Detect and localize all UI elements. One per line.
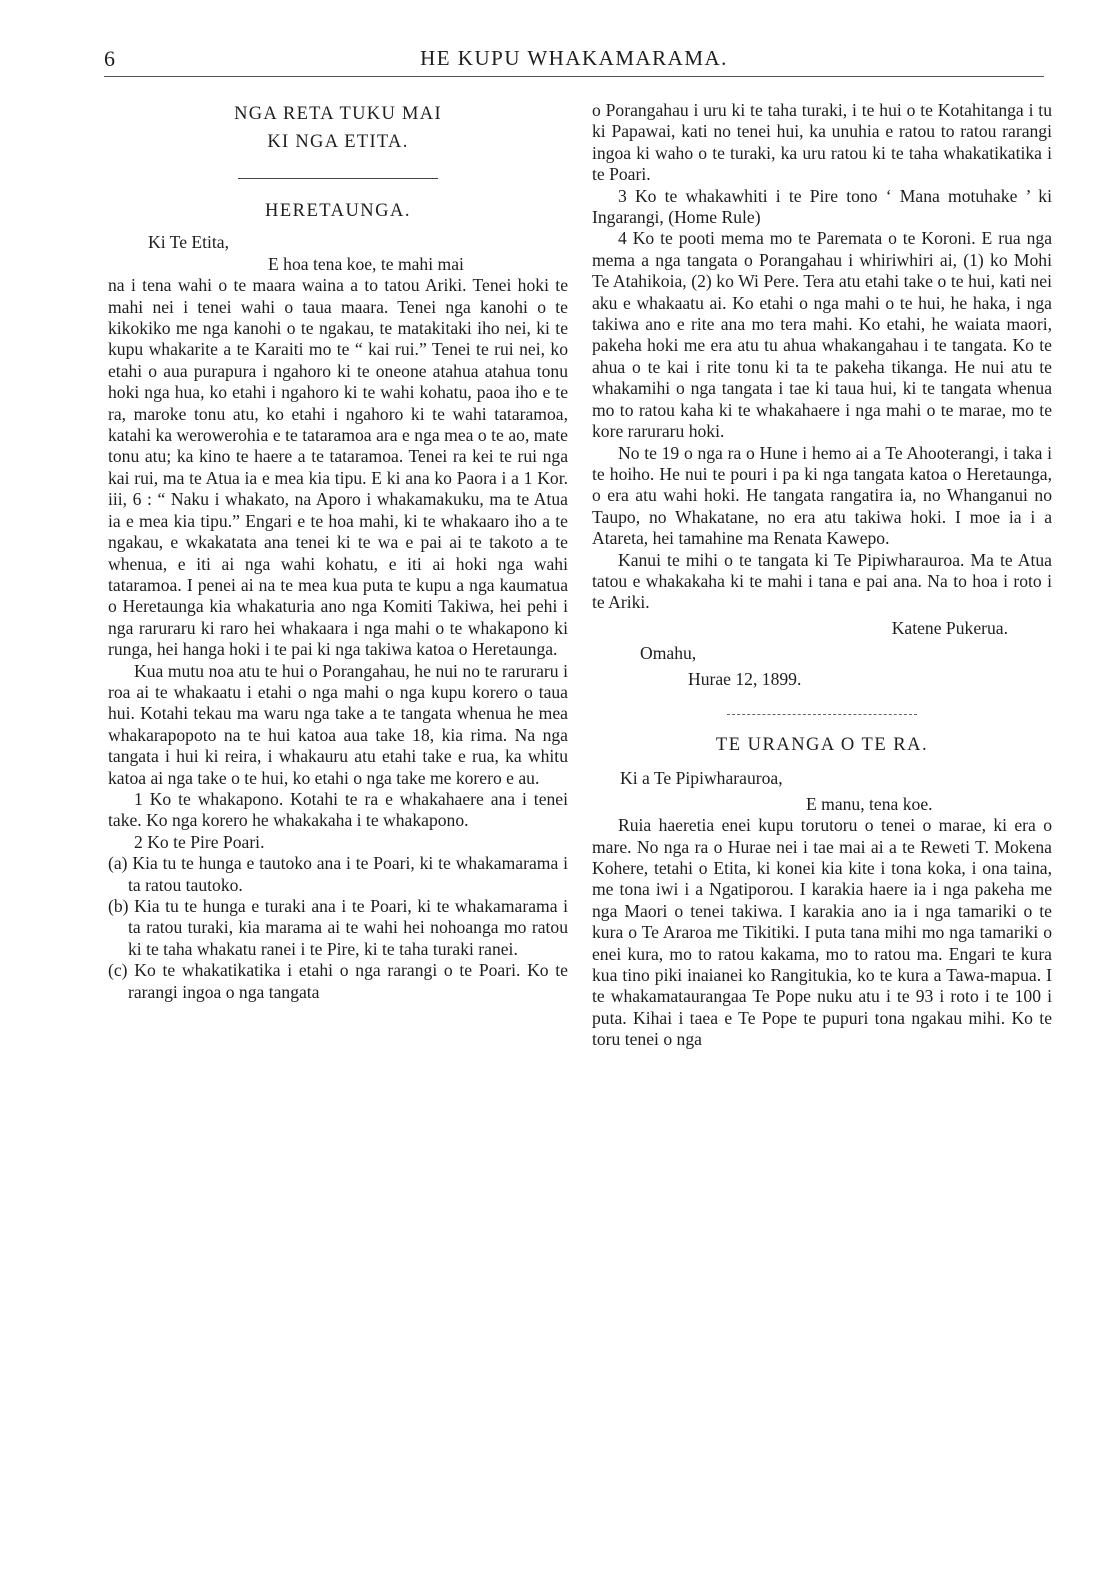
- letter-greeting: E hoa tena koe, te mahi mai: [268, 253, 464, 274]
- section-heading-line2: KI NGA ETITA.: [267, 132, 409, 152]
- section-heading-line1: NGA RETA TUKU MAI: [234, 104, 442, 124]
- letter-date: Hurae 12, 1899.: [688, 668, 802, 689]
- running-title: HE KUPU WHAKAMARAMA.: [420, 46, 728, 70]
- letter-salutation: Ki Te Etita,: [148, 232, 230, 253]
- list-item: (c) Ko te whakatikatika i etahi o nga rarangi o te Poari. Ko te rarangi ingoa o nga tangata: [108, 960, 568, 1002]
- letter-title-heretaunga: HERETAUNGA.: [264, 201, 412, 221]
- letter-greeting: E manu, tena koe.: [806, 793, 933, 814]
- letter-salutation: Ki a Te Pipiwharauroa,: [620, 768, 783, 789]
- divider-rule: [727, 714, 917, 715]
- letter-signature: Katene Pukerua.: [891, 617, 1008, 638]
- page-number: 6: [104, 46, 115, 71]
- body-paragraph: o Porangahau i uru ki te taha turaki, i te hui o te Kotahitanga i tu ki Papawai, kati no tenei hui, ka unuhia e ratou to ratou rarangi ingoa ki waho o te turaki, ka uru ratou ki te taha whakatikatika i te Poari.: [592, 100, 1052, 185]
- list-item: 3 Ko te whakawhiti i te Pire tono ‘ Mana motuhake ’ ki Ingarangi, (Home Rule): [592, 185, 1052, 228]
- list-item: (b) Kia tu te hunga e turaki ana i te Poari, ki te whakamarama i ta ratou turaki, kia marama ai te wahi hei nohoanga mo ratou ki te taha whakatu ranei i te Pire, ki te taha turaki ranei.: [108, 896, 568, 959]
- body-paragraph: Kua mutu noa atu te hui o Porangahau, he nui no te raruraru i roa ai te whakaatu i etahi o nga mahi o nga kupu korero o taua hui. Kotahi tekau ma waru nga take a te tangata whenua he mea whakarapopoto na te hui katoa aua take 18, kia rima. Na nga tangata i hui ki reira, i whakauru atu etahi take e rua, ka whitu katoa ai nga take o te hui, ko etahi o nga take me korero e au.: [108, 660, 568, 788]
- body-paragraph: Kanui te mihi o te tangata ki Te Pipiwharauroa. Ma te Atua tatou e whakakaha ki te mahi i tana e pai ana. Na to hoa i roto i te Ariki.: [592, 549, 1052, 613]
- list-item: (a) Kia tu te hunga e tautoko ana i te Poari, ki te whakamarama i ta ratou tautoko.: [108, 853, 568, 895]
- list-item: 2 Ko te Pire Poari.: [134, 831, 265, 852]
- body-paragraph: No te 19 o nga ra o Hune i hemo ai a Te Ahooterangi, i taka i te hoiho. He nui te pouri i pa ki nga tangata katoa o Heretaunga, o era atu wahi hoki. He tangata rangatira ia, no Whanganui no Taupo, no Whakatane, no era atu takiwa hoki. I moe ia i a Atareta, hei tamahine ma Renata Kawepo.: [592, 442, 1052, 549]
- body-paragraph: Ruia haeretia enei kupu torutoru o tenei o marae, ki era o mare. No nga ra o Hurae nei i tae mai ai a te Reweti T. Mokena Kohere, tetahi o Etita, ki konei kia kite i tona koka, i ona taina, me tona iwi i a Ngatiporou. I karakia haere ia i nga pakeha me nga Maori o tenei takiwa. I karakia ano ia i nga tamariki o te kura o Te Araroa me Tikitiki. I puta tana mihi mo nga tamariki o enei kura, mo to ratou kakama, mo to ratou ma. Engari te kura kua tino piki inaianei ko Rangitukia, ko te kura a Tawa-mapua. I te whakamataurangaa Te Pope nuku atu i te 93 i roto i te 100 i puta. Kihai i taea e Te Pope te pupuri tona ngakau mihi. Ko te toru tenei o nga: [592, 815, 1052, 1050]
- page-header: [104, 44, 1044, 77]
- left-column: [108, 100, 568, 1003]
- letter-title-uranga: TE URANGA O TE RA.: [715, 734, 929, 755]
- divider-rule: [238, 178, 438, 179]
- body-paragraph: na i tena wahi o te maara waina a to tatou Ariki. Tenei hoki te mahi nei i tenei wahi o taua maara. Tenei nga kanohi o te kikokiko me nga kanohi o te ngakau, te matakitaki iho nei, ki te kupu whakarite a te Karaiti mo te “ kai rui.” Tenei te rui nei, ko etahi o aua purapura i ngahoro ki te oneone atahua atahua tonu hoki nga hua, ko etahi i ngahoro ki te wahi kohatu, paoa iho e te ra, maroke tonu atu, ko etahi i ngahoro ki te wahi tataramoa, katahi ka werowerohia e te tataramoa ara e nga mea o te ao, mate tonu atu; ka kino te haere a te tataramoa. Tenei ra kei te rui nga kai rui, ma te Atua ia e mea kia tipu. E ki ana ko Paora i a 1 Kor. iii, 6 : “ Naku i whakato, na Aporo i whakamakuku, ma te Atua ia e mea kia tipu.” Engari e te hoa mahi, ki te whakaaro iho a te ngakau, e wkakatata ana tenei ki te wa e pai ai te takoto a te whenua, e iti ai nga wahi kohatu, e iti ai hoki nga wahi tataramoa. I penei ai na te mea kua puta te kupu a nga kaumatua o Heretaunga kia whakaturia ano nga Komiti Takiwa, hei pehi i nga raruraru ki raro hei whakaara i nga mahi o te whakapono ki runga, hei hanga hoki i te pai ki nga takiwa katoa o Heretaunga.: [108, 275, 568, 660]
- letter-place: Omahu,: [640, 643, 697, 664]
- list-item: 4 Ko te pooti mema mo te Paremata o te Koroni. E rua nga mema a nga tangata o Porangahau i whiriwhiri ai, (1) ko Mohi Te Atahikoia, (2) ko Wi Pere. Tera atu etahi take o te hui, kati nei aku e whakaatu ai. Ko etahi o nga mahi o te hui, he haka, i nga takiwa ano e rite ana mo tera mahi. Ko etahi, he waiata maori, pakeha hoki me era atu tu ahua whakangahau i te tangata. Ko te ahua o te kai i rite tonu ki ta te pakeha tikanga. He nui atu te whakamihi o nga tangata i tae ki taua hui, ki te tangata whenua mo to ratou kaha ki te whakahaere i nga mahi o te marae, mo te kore raruraru hoki.: [592, 228, 1052, 442]
- list-item: 1 Ko te whakapono. Kotahi te ra e whakahaere ana i tenei take. Ko nga korero he whakakaha i te whakapono.: [108, 788, 568, 831]
- right-column: [592, 100, 1052, 1051]
